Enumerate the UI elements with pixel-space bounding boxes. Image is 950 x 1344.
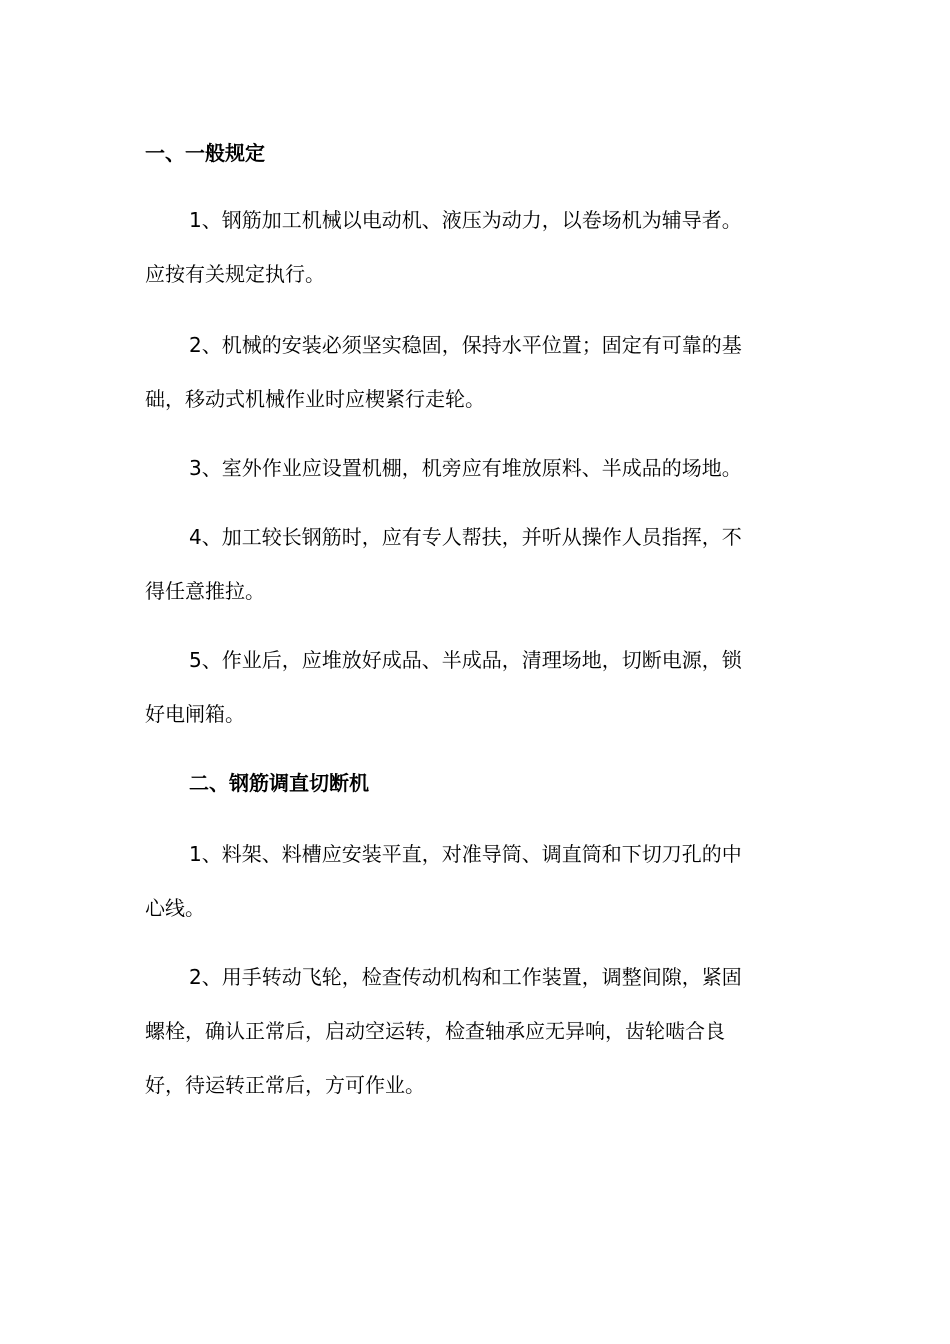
section-2-item-2-line-2: 螺栓，确认正常后，启动空运转，检查轴承应无异响，齿轮啮合良 xyxy=(145,1019,725,1043)
section-1-item-2-line-1: 2、机械的安装必须坚实稳固，保持水平位置；固定有可靠的基 xyxy=(189,333,742,357)
section-1-item-3 xyxy=(145,441,810,495)
section-1-item-1-line-2: 应按有关规定执行。 xyxy=(145,262,325,286)
section-1-item-5 xyxy=(145,633,810,741)
section-1-item-4 xyxy=(145,510,810,618)
section-1-item-5-line-1: 5、作业后，应堆放好成品、半成品，清理场地，切断电源，锁 xyxy=(189,648,742,672)
section-1-item-4-line-2: 得任意推拉。 xyxy=(145,579,265,603)
section-1-item-5-line-2: 好电闸箱。 xyxy=(145,702,245,726)
section-2-item-1-line-1: 1、料架、料槽应安装平直，对准导筒、调直筒和下切刀孔的中 xyxy=(189,842,742,866)
section-2-heading: 二、钢筋调直切断机 xyxy=(189,771,369,795)
section-1-item-2 xyxy=(145,318,810,426)
section-2-item-1-line-2: 心线。 xyxy=(145,896,205,920)
section-1-item-1 xyxy=(145,193,810,301)
section-2-item-2 xyxy=(145,950,810,1112)
section-1-item-3-line-1: 3、室外作业应设置机棚，机旁应有堆放原料、半成品的场地。 xyxy=(189,456,742,480)
section-2-item-2-line-3: 好，待运转正常后，方可作业。 xyxy=(145,1073,425,1097)
section-1-item-1-line-1: 1、钢筋加工机械以电动机、液压为动力，以卷场机为辅导者。 xyxy=(189,208,742,232)
section-2-item-1 xyxy=(145,827,810,935)
section-2-item-2-line-1: 2、用手转动飞轮，检查传动机构和工作装置，调整间隙，紧固 xyxy=(189,965,742,989)
section-1-item-2-line-2: 础，移动式机械作业时应楔紧行走轮。 xyxy=(145,387,485,411)
section-1-heading: 一、一般规定 xyxy=(145,141,265,165)
section-1-item-4-line-1: 4、加工较长钢筋时，应有专人帮扶，并听从操作人员指挥，不 xyxy=(189,525,742,549)
